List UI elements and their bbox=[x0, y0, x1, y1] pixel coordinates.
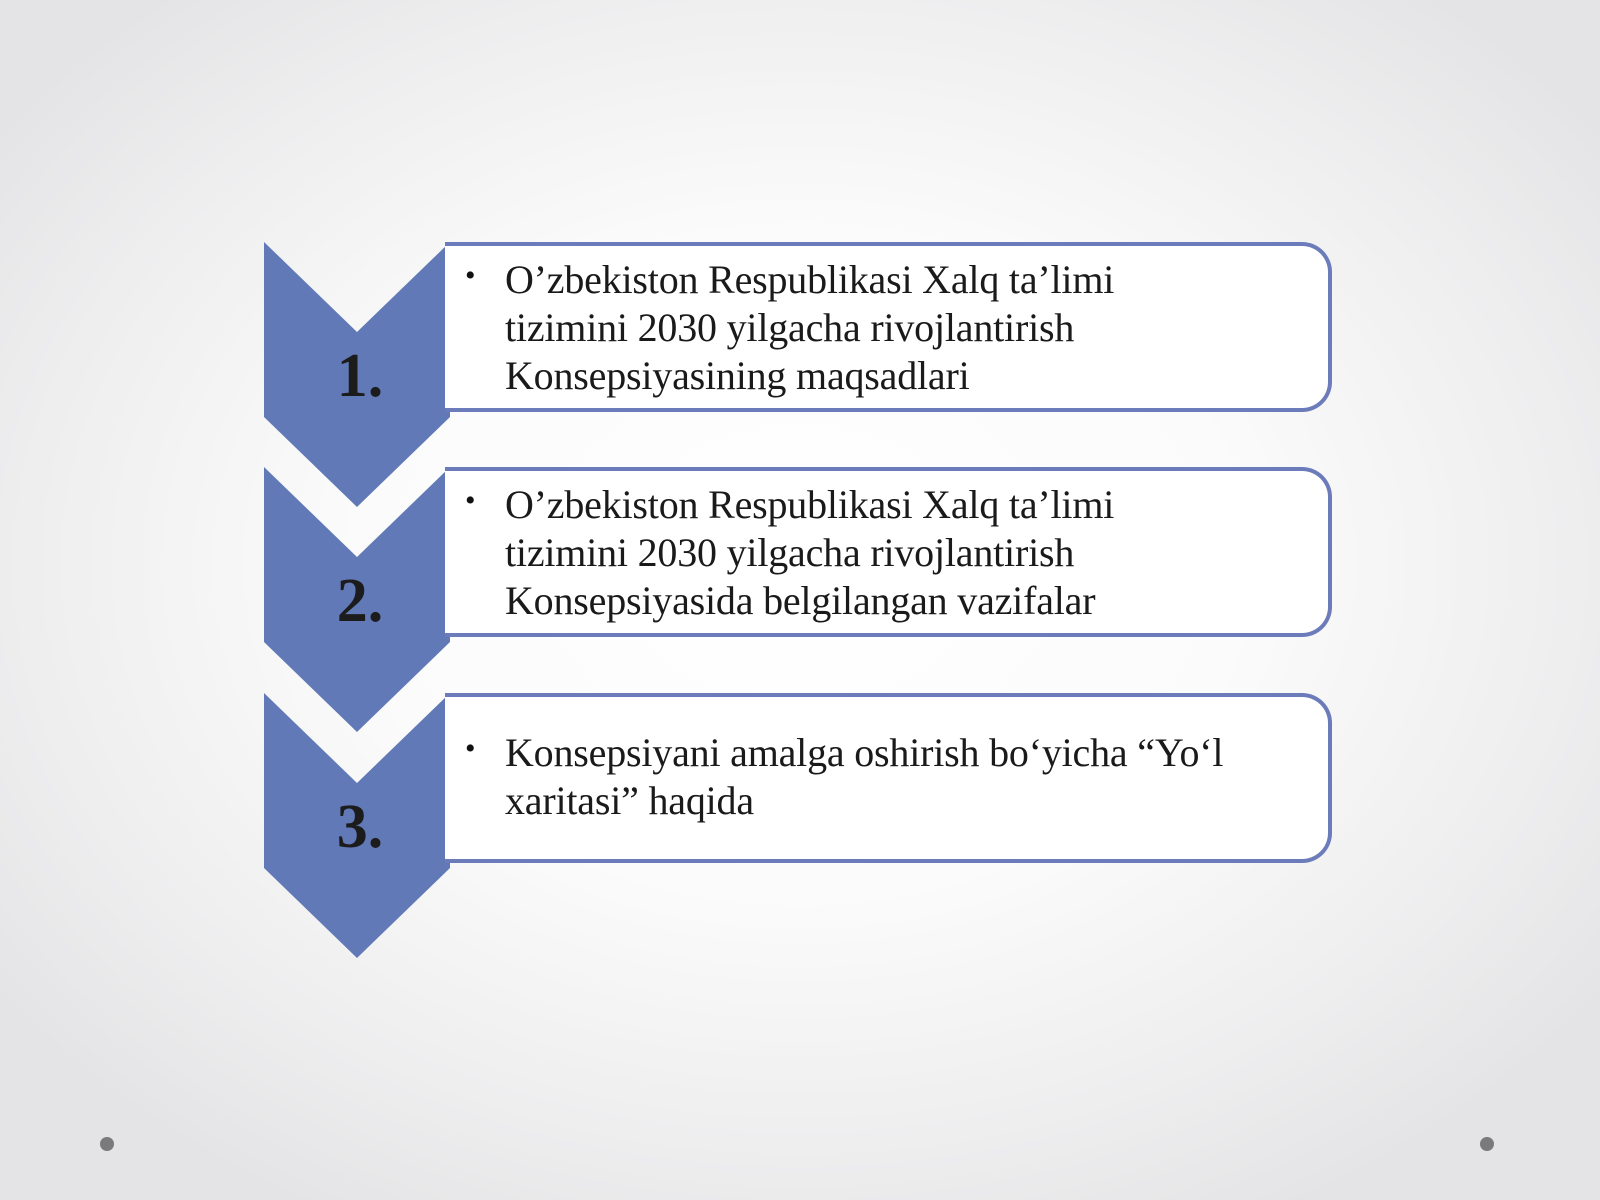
step-1-text: O’zbekiston Respublikasi Xalq ta’limi tizimini 2030 yilgacha rivojlantirish Konsepsiyasining maqsadlari bbox=[505, 257, 1115, 398]
step-3-number: 3. bbox=[336, 793, 384, 861]
step-1-number: 1. bbox=[336, 342, 384, 410]
step-2-box bbox=[445, 467, 1332, 637]
step-1-bullet-item bbox=[465, 256, 1316, 400]
bullet-icon: • bbox=[465, 732, 476, 765]
step-2-bullet-item bbox=[465, 481, 1316, 625]
decorative-dot-right bbox=[1480, 1137, 1494, 1151]
step-2-number: 2. bbox=[336, 567, 384, 635]
step-3-bullet-item bbox=[465, 729, 1316, 825]
decorative-dot-left bbox=[100, 1137, 114, 1151]
step-3-box bbox=[445, 693, 1332, 863]
bullet-icon: • bbox=[465, 484, 476, 517]
step-3-text: Konsepsiyani amalga oshirish bo‘yicha “Yo‘l xaritasi” haqida bbox=[505, 730, 1224, 823]
step-2-text: O’zbekiston Respublikasi Xalq ta’limi tizimini 2030 yilgacha rivojlantirish Konsepsiyasida belgilangan vazifalar bbox=[505, 482, 1115, 623]
step-1-box bbox=[445, 242, 1332, 412]
bullet-icon: • bbox=[465, 259, 476, 292]
